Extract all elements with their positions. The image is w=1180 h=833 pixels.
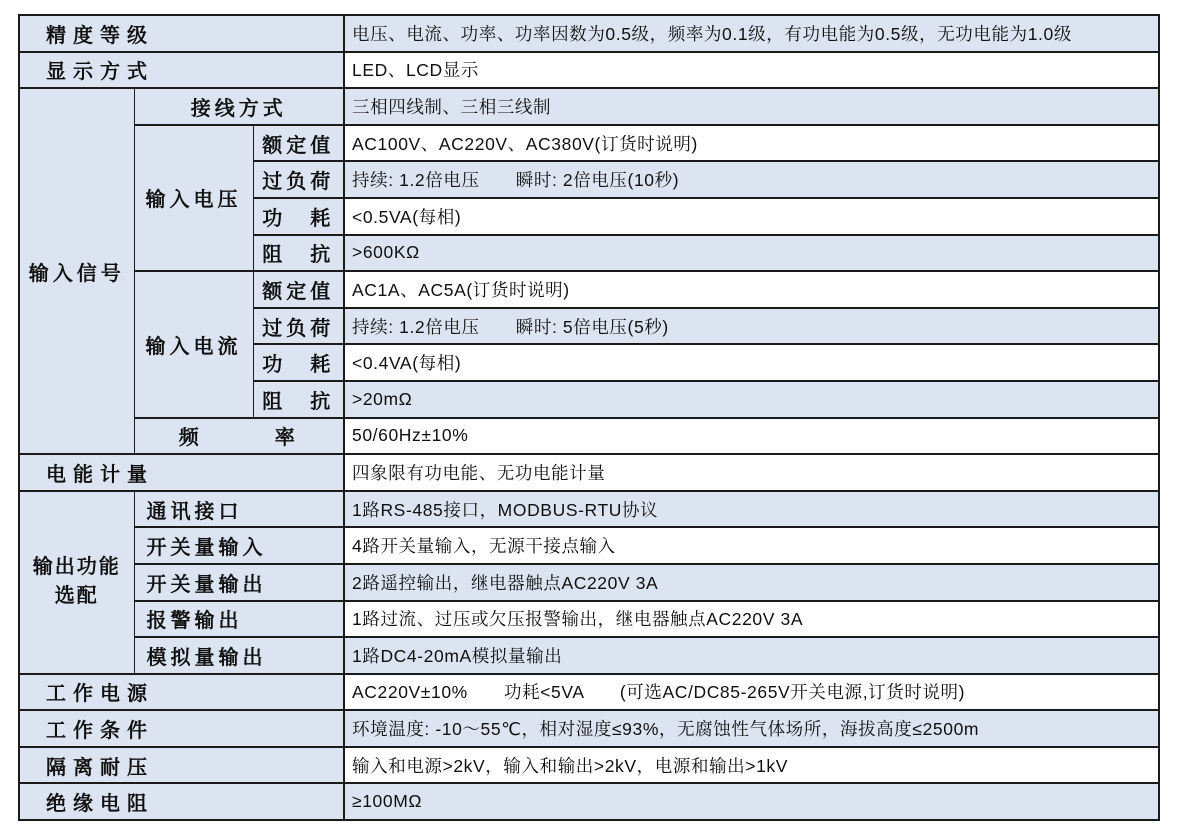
- value-accuracy-class: 电压、电流、功率、功率因数为0.5级，频率为0.1级，有功电能为0.5级，无功电能为1.0级: [344, 15, 1159, 52]
- label-voltage-impedance: 阻 抗: [253, 235, 344, 272]
- label-input-voltage: 输入电压: [134, 125, 253, 271]
- label-current-consumption: 功 耗: [253, 344, 344, 381]
- label-analog-output: 模拟量输出: [134, 637, 344, 674]
- table-row: [19, 88, 1159, 125]
- table-row: [19, 52, 1159, 89]
- table-row: [19, 125, 1159, 162]
- label-insulation-resistance: 绝缘电阻: [19, 783, 344, 820]
- value-insulation-resistance: ≥100MΩ: [344, 783, 1159, 820]
- table-row: [19, 491, 1159, 528]
- value-voltage-rated: AC100V、AC220V、AC380V(订货时说明): [344, 125, 1159, 162]
- value-frequency: 50/60Hz±10%: [344, 418, 1159, 455]
- label-voltage-consumption: 功 耗: [253, 198, 344, 235]
- table-row: [19, 564, 1159, 601]
- value-current-impedance: >20mΩ: [344, 381, 1159, 418]
- label-power-supply: 工作电源: [19, 674, 344, 711]
- value-isolation-withstand: 输入和电源>2kV，输入和输出>2kV，电源和输出>1kV: [344, 747, 1159, 784]
- table-row: [19, 15, 1159, 52]
- label-input-signal: 输入信号: [19, 88, 134, 454]
- table-row: [19, 783, 1159, 820]
- table-row: [19, 601, 1159, 638]
- value-switch-input: 4路开关量输入，无源干接点输入: [344, 527, 1159, 564]
- label-switch-input: 开关量输入: [134, 527, 344, 564]
- table-row: [19, 527, 1159, 564]
- table-row: [19, 710, 1159, 747]
- label-current-rated: 额定值: [253, 271, 344, 308]
- value-voltage-overload: 持续: 1.2倍电压 瞬时: 2倍电压(10秒): [344, 161, 1159, 198]
- label-input-current: 输入电流: [134, 271, 253, 417]
- value-current-overload: 持续: 1.2倍电压 瞬时: 5倍电压(5秒): [344, 308, 1159, 345]
- value-voltage-consumption: <0.5VA(每相): [344, 198, 1159, 235]
- value-current-rated: AC1A、AC5A(订货时说明): [344, 271, 1159, 308]
- value-alarm-output: 1路过流、过压或欠压报警输出，继电器触点AC220V 3A: [344, 601, 1159, 638]
- table-row: [19, 454, 1159, 491]
- label-wiring-mode: 接线方式: [134, 88, 344, 125]
- spec-table: [18, 14, 1160, 821]
- label-isolation-withstand: 隔离耐压: [19, 747, 344, 784]
- label-current-impedance: 阻 抗: [253, 381, 344, 418]
- table-row: [19, 637, 1159, 674]
- value-display-mode: LED、LCD显示: [344, 52, 1159, 89]
- label-alarm-output: 报警输出: [134, 601, 344, 638]
- label-current-overload: 过负荷: [253, 308, 344, 345]
- value-comm-interface: 1路RS-485接口，MODBUS-RTU协议: [344, 491, 1159, 528]
- label-working-conditions: 工作条件: [19, 710, 344, 747]
- table-row: [19, 674, 1159, 711]
- value-switch-output: 2路遥控输出，继电器触点AC220V 3A: [344, 564, 1159, 601]
- value-current-consumption: <0.4VA(每相): [344, 344, 1159, 381]
- label-output-functions: 输出功能 选配: [19, 491, 134, 674]
- table-row: [19, 418, 1159, 455]
- label-voltage-rated: 额定值: [253, 125, 344, 162]
- value-voltage-impedance: >600KΩ: [344, 235, 1159, 272]
- spec-table-body: [19, 15, 1159, 820]
- value-energy-metering: 四象限有功电能、无功电能计量: [344, 454, 1159, 491]
- label-switch-output: 开关量输出: [134, 564, 344, 601]
- label-display-mode: 显示方式: [19, 52, 344, 89]
- value-wiring-mode: 三相四线制、三相三线制: [344, 88, 1159, 125]
- label-comm-interface: 通讯接口: [134, 491, 344, 528]
- value-power-supply: AC220V±10% 功耗<5VA (可选AC/DC85-265V开关电源,订货时说明): [344, 674, 1159, 711]
- value-working-conditions: 环境温度: -10～55℃，相对湿度≤93%，无腐蚀性气体场所，海拔高度≤2500m: [344, 710, 1159, 747]
- label-energy-metering: 电能计量: [19, 454, 344, 491]
- value-analog-output: 1路DC4-20mA模拟量输出: [344, 637, 1159, 674]
- label-voltage-overload: 过负荷: [253, 161, 344, 198]
- table-row: [19, 271, 1159, 308]
- label-frequency: 频 率: [134, 418, 344, 455]
- table-row: [19, 747, 1159, 784]
- label-accuracy-class: 精度等级: [19, 15, 344, 52]
